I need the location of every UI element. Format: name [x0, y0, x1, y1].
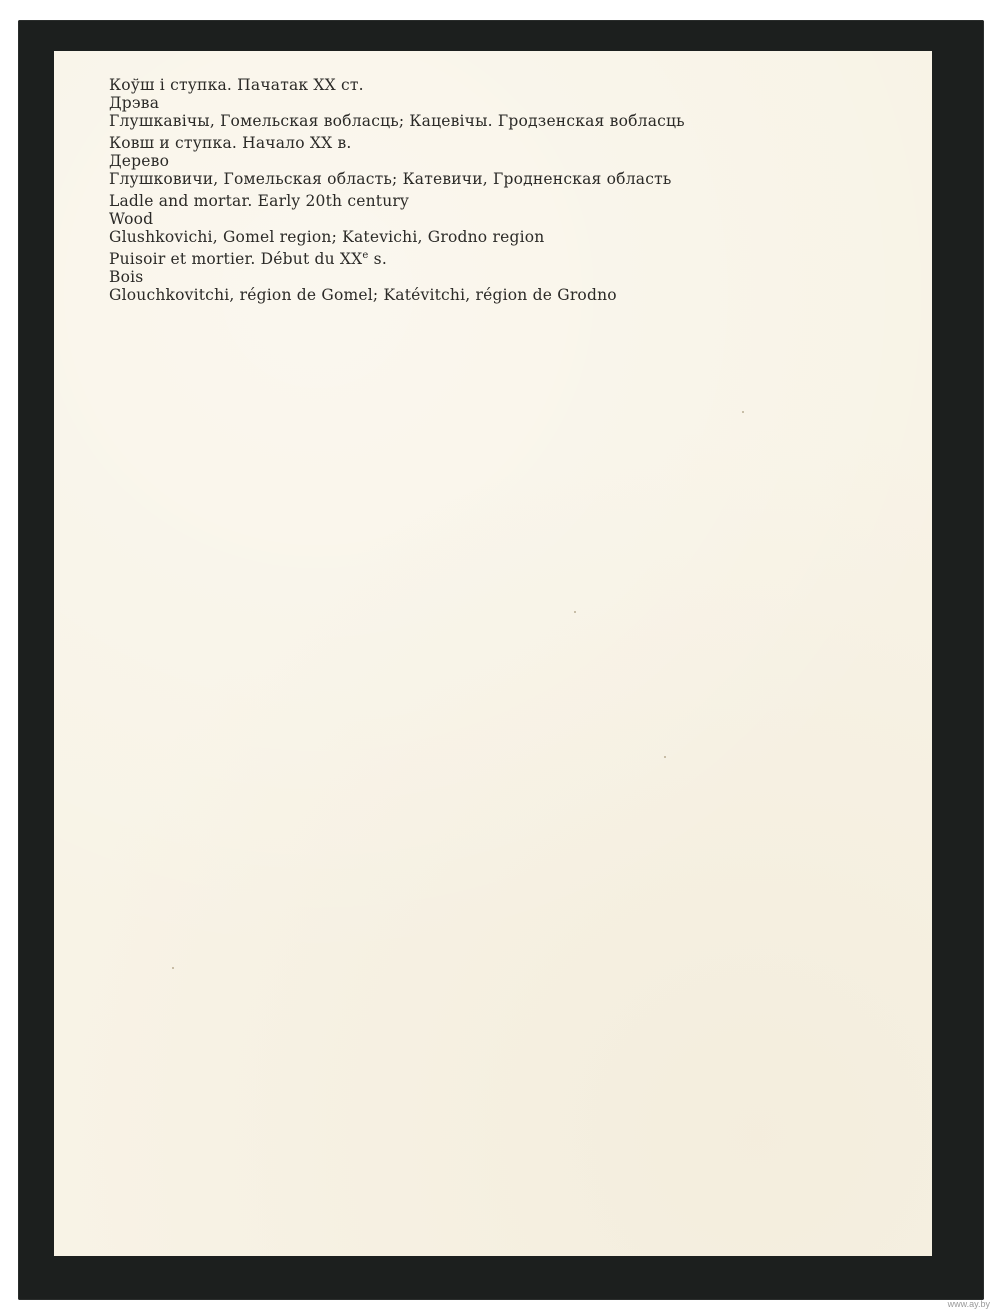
russian-origin: Глушковичи, Гомельская область; Катевичи, Гродненская область — [109, 170, 672, 188]
watermark: www.ay.by — [947, 1299, 990, 1309]
caption-russian — [109, 134, 909, 188]
paper-speck — [172, 967, 174, 969]
caption-french — [109, 250, 909, 304]
english-origin: Glushkovichi, Gomel region; Katevichi, Grodno region — [109, 228, 545, 246]
french-title-end: s. — [368, 250, 387, 268]
paper-speck — [574, 611, 576, 613]
caption-text — [109, 76, 909, 306]
french-material: Bois — [109, 268, 144, 286]
russian-material: Дерево — [109, 152, 170, 170]
english-title: Ladle and mortar. Early 20th century — [109, 192, 409, 210]
paper-speck — [664, 756, 666, 758]
french-title-superscript: e — [362, 250, 369, 261]
belarusian-origin: Глушкавічы, Гомельская вобласць; Кацевічы. Гродзенская вобласць — [109, 112, 685, 130]
postcard-paper — [54, 51, 932, 1256]
paper-speck — [742, 411, 744, 413]
french-origin: Glouchkovitchi, région de Gomel; Katévitchi, région de Grodno — [109, 286, 617, 304]
belarusian-material: Дрэва — [109, 94, 160, 112]
caption-english — [109, 192, 909, 246]
french-title — [109, 250, 909, 268]
french-title-main: Puisoir et mortier. Début du XX — [109, 250, 363, 268]
english-material: Wood — [109, 210, 154, 228]
belarusian-title: Коўш і ступка. Пачатак XX ст. — [109, 76, 364, 94]
russian-title: Ковш и ступка. Начало XX в. — [109, 134, 352, 152]
caption-belarusian — [109, 76, 909, 130]
